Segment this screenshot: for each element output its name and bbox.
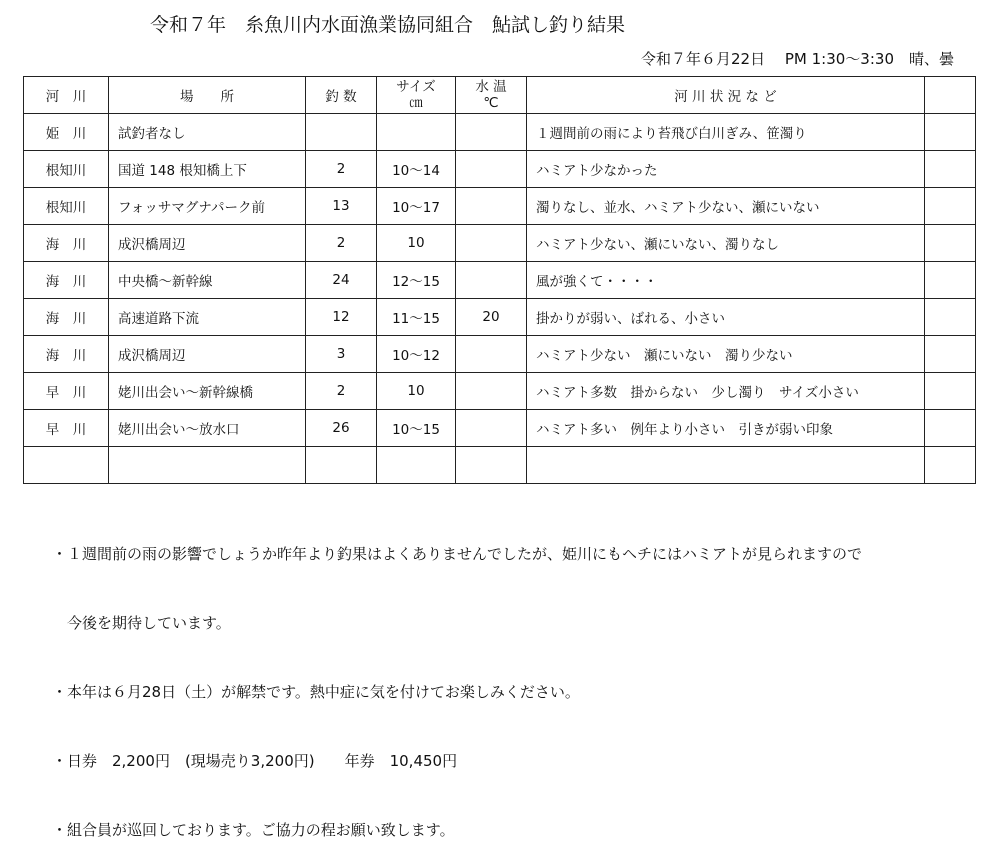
table-row xyxy=(24,299,976,336)
cell-river: 根知川 xyxy=(24,151,109,188)
cell-extra xyxy=(925,373,976,410)
header-river: 河 川 xyxy=(24,77,109,114)
table-row xyxy=(24,225,976,262)
cell-extra xyxy=(925,262,976,299)
cell-size: 10 xyxy=(377,373,456,410)
note-line: ・本年は６月28日（土）が解禁です。熱中症に気を付けてお楽しみください。 xyxy=(52,683,580,701)
cell-river: 海 川 xyxy=(24,225,109,262)
cell-temp xyxy=(456,114,527,151)
cell-extra xyxy=(925,225,976,262)
table-row xyxy=(24,447,976,484)
cell-extra xyxy=(925,151,976,188)
cell-count: 2 xyxy=(306,373,377,410)
cell-temp xyxy=(456,188,527,225)
cell-river xyxy=(24,447,109,484)
cell-count: 3 xyxy=(306,336,377,373)
results-table xyxy=(23,76,976,484)
cell-river: 海 川 xyxy=(24,336,109,373)
cell-size: 10 xyxy=(377,225,456,262)
table-row xyxy=(24,262,976,299)
cell-place: 姥川出会い～新幹線橋 xyxy=(109,373,306,410)
date-line: 令和７年６月22日 PM 1:30～3:30 晴、曇 xyxy=(641,50,954,68)
note-line: ・日券 2,200円 (現場売り3,200円) 年券 10,450円 xyxy=(52,752,458,770)
header-status: 河 川 状 況 な ど xyxy=(527,77,925,114)
table-row xyxy=(24,114,976,151)
table-header-row xyxy=(24,77,976,114)
cell-place: 中央橋～新幹線 xyxy=(109,262,306,299)
header-extra xyxy=(925,77,976,114)
cell-status xyxy=(527,447,925,484)
cell-extra xyxy=(925,114,976,151)
note-line: ・１週間前の雨の影響でしょうか昨年より釣果はよくありませんでしたが、姫川にもヘチにはハミアトが見られますので xyxy=(52,545,863,563)
table-row xyxy=(24,188,976,225)
cell-place: 試釣者なし xyxy=(109,114,306,151)
cell-river: 早 川 xyxy=(24,373,109,410)
cell-place: 姥川出会い～放水口 xyxy=(109,410,306,447)
cell-size xyxy=(377,447,456,484)
cell-river: 海 川 xyxy=(24,262,109,299)
table-row xyxy=(24,336,976,373)
cell-extra xyxy=(925,188,976,225)
note-line: ・組合員が巡回しております。ご協力の程お願い致します。 xyxy=(52,821,455,839)
cell-size: 11～15 xyxy=(377,299,456,336)
cell-river: 早 川 xyxy=(24,410,109,447)
cell-count: 26 xyxy=(306,410,377,447)
cell-status: 掛かりが弱い、ばれる、小さい xyxy=(527,299,925,336)
header-temp xyxy=(456,77,527,114)
cell-size: 10～17 xyxy=(377,188,456,225)
cell-temp xyxy=(456,373,527,410)
note-line: 今後を期待しています。 xyxy=(52,614,231,632)
cell-temp xyxy=(456,410,527,447)
cell-status: ハミアト少なかった xyxy=(527,151,925,188)
cell-temp xyxy=(456,225,527,262)
cell-status: ハミアト少ない、瀬にいない、濁りなし xyxy=(527,225,925,262)
cell-status: ハミアト多い 例年より小さい 引きが弱い印象 xyxy=(527,410,925,447)
cell-place: 国道 148 根知橋上下 xyxy=(109,151,306,188)
cell-temp xyxy=(456,336,527,373)
cell-river: 根知川 xyxy=(24,188,109,225)
cell-temp: 20 xyxy=(456,299,527,336)
cell-count: 13 xyxy=(306,188,377,225)
cell-extra xyxy=(925,447,976,484)
header-size xyxy=(377,77,456,114)
cell-count xyxy=(306,114,377,151)
header-temp-unit: ℃ xyxy=(483,95,499,111)
cell-river: 海 川 xyxy=(24,299,109,336)
table-row xyxy=(24,151,976,188)
cell-count: 2 xyxy=(306,151,377,188)
cell-temp xyxy=(456,447,527,484)
cell-temp xyxy=(456,151,527,188)
cell-size: 10～14 xyxy=(377,151,456,188)
notes-block xyxy=(52,497,862,865)
cell-status: ハミアト多数 掛からない 少し濁り サイズ小さい xyxy=(527,373,925,410)
cell-extra xyxy=(925,299,976,336)
header-count: 釣 数 xyxy=(306,77,377,114)
table-row xyxy=(24,410,976,447)
table-row xyxy=(24,373,976,410)
cell-size: 10～15 xyxy=(377,410,456,447)
header-size-unit: ㎝ xyxy=(409,95,423,111)
cell-size: 12～15 xyxy=(377,262,456,299)
document-title: 令和７年 糸魚川内水面漁業協同組合 鮎試し釣り結果 xyxy=(150,14,626,36)
cell-place: 成沢橋周辺 xyxy=(109,225,306,262)
header-temp-label: 水 温 xyxy=(475,79,507,95)
cell-status: ハミアト少ない 瀬にいない 濁り少ない xyxy=(527,336,925,373)
cell-status: １週間前の雨により苔飛び白川ぎみ、笹濁り xyxy=(527,114,925,151)
cell-place: フォッサマグナパーク前 xyxy=(109,188,306,225)
cell-extra xyxy=(925,410,976,447)
cell-temp xyxy=(456,262,527,299)
cell-river: 姫 川 xyxy=(24,114,109,151)
cell-extra xyxy=(925,336,976,373)
cell-size xyxy=(377,114,456,151)
cell-count: 24 xyxy=(306,262,377,299)
cell-size: 10～12 xyxy=(377,336,456,373)
cell-count: 2 xyxy=(306,225,377,262)
header-size-label: サイズ xyxy=(396,79,436,95)
cell-place: 高速道路下流 xyxy=(109,299,306,336)
cell-status: 風が強くて・・・・ xyxy=(527,262,925,299)
cell-count xyxy=(306,447,377,484)
cell-place: 成沢橋周辺 xyxy=(109,336,306,373)
header-place: 場 所 xyxy=(109,77,306,114)
cell-count: 12 xyxy=(306,299,377,336)
cell-place xyxy=(109,447,306,484)
cell-status: 濁りなし、並水、ハミアト少ない、瀬にいない xyxy=(527,188,925,225)
